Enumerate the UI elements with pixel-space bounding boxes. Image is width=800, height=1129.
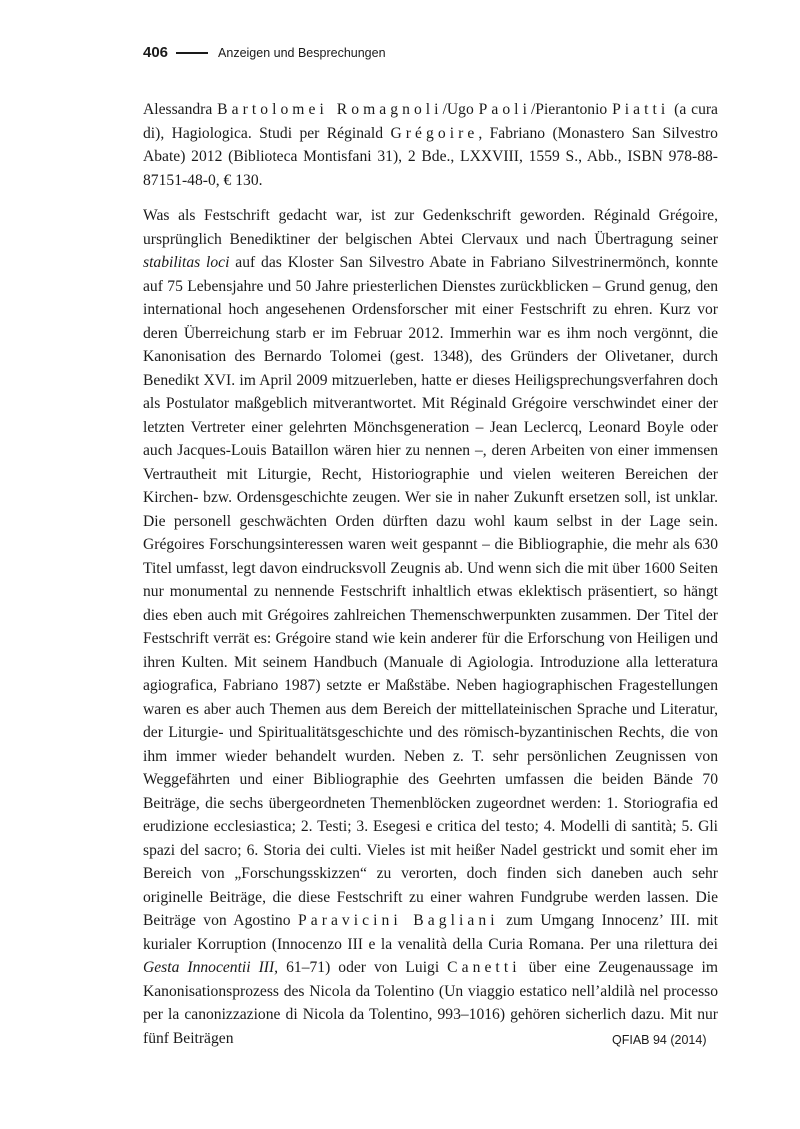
body-text-2: auf das Kloster San Silvestro Abate in Fabriano Silvestrinermönch, konnte auf 75 Lebensjahre und 50 Jahre priesterlichen Dienstes zurückblicken – Grund genug, den international hoch angesehenen Ordensforscher mit einer Festschrift zu ehren. Kurz vor deren Überreichung starb er im Februar 2012. Immerhin war es ihm noch vergönnt, die Kanonisation des Bernardo Tolomei (gest. 1348), des Gründers der Olivetaner, durch Benedikt XVI. im April 2009 mitzuerleben, hatte er dieses Heiligsprechungsverfahren doch als Postulator maßgeblich mitverantwortet. Mit Réginald Grégoire verschwindet einer der letzten Vertreter einer gelehrten Mönchsgeneration – Jean Leclercq, Leonard Boyle oder auch Jacques-Louis Bataillon wären hier zu nennen –, deren Arbeiten von einer immensen Vertrautheit mit Liturgie, Recht, Historiographie und vielen weiteren Bereichen der Kirchen- bzw. Ordensgeschichte zeugen. Wer sie in naher Zukunft ersetzen soll, ist unklar. Die personell geschwächten Orden dürften dazu wohl kaum selbst in der Lage sein. Grégoires Forschungsinteressen waren weit gespannt – die Bibliographie, die mehr als 630 Titel umfasst, legt davon eindrucksvoll Zeugnis ab. Und wenn sich die mit über 1600 Seiten nur monumental zu nennende Festschrift inhaltlich etwas eklektisch präsentiert, so hängt dies eben auch mit Grégoires zahlreichen Themenschwerpunkten zusammen. Der Titel der Festschrift verrät es: Grégoire stand wie kein anderer für die Erforschung von Heiligen und ihren Kulten. Mit seinem Handbuch (Manuale di Agiologia. Introduzione alla letteratura agiografica, Fabriano 1987) setzte er Maßstäbe. Neben hagiographischen Fragestellungen waren es aber auch Themen aus dem Bereich der mittellateinischen Sprache und Literatur, der Liturgie- und Spiritualitätsgeschichte und des römisch-byzantinischen Rechts, die von ihm immer wieder behandelt wurden. Neben z. T. sehr persönlichen Zeugnissen von Weggefährten und einer Bibliographie des Geehrten umfassen die beiden Bände 70 Beiträge, die sechs übergeordneten Themenblöcken zugeordnet werden: 1. Storiografia ed erudizione ecclesiastica; 2. Testi; 3. Esegesi e critica del testo; 4. Modelli di santità; 5. Gli spazi del sacro; 6. Storia dei culti. Vieles ist mit heißer Nadel gestrickt und somit eher im Bereich von „Forschungsskizzen“ zu verorten, doch finden sich daneben auch sehr originelle Beiträge, die diese Festschrift zu einer wahren Fundgrube werden lassen. Die Beiträge von Agostino (143, 254, 718, 929)
body-text-3: zum Umgang Innocenz’ III. mit kurialer Korruption (Innocenzo III e la venalità della Curia Romana. Per una rilettura dei (143, 912, 718, 953)
citation-text-end: , Fabriano (Monastero San Silvestro Abate) 2012 (Biblioteca Montisfani 31), 2 Bde., LXXVIII, 1559 S., Abb., ISBN 978-88-87151-48-0, € 130. (143, 124, 718, 189)
citation-honoree-family: Grégoire (390, 124, 479, 142)
body-italic-gesta: Gesta Innocentii III, (143, 959, 279, 976)
body-text-5: über eine Zeugenaussage im Kanonisationsprozess des Nicola da Tolentino (Un viaggio estatico nell’aldilà nel processo per la canonizzazione di Nicola da Tolentino, 993–1016) gehören sicherlich dazu. Mit nur fünf Beiträgen (143, 959, 719, 1047)
body-italic-stabilitas: stabilitas loci (143, 254, 230, 271)
citation-editor1-given: Alessandra (143, 101, 213, 118)
citation-sep2: /Pierantonio (530, 101, 608, 118)
journal-footer: QFIAB 94 (2014) (612, 1033, 707, 1047)
citation-editor3-family: Piatti (612, 101, 670, 118)
running-title: Anzeigen und Besprechungen (218, 45, 386, 60)
book-citation (143, 98, 718, 192)
body-author-canetti: Canetti (447, 959, 521, 976)
page-number: 406 (143, 44, 169, 61)
review-body (143, 204, 718, 1050)
body-text-4: 61–71) oder von Luigi (278, 959, 448, 976)
citation-editor2-family: Paoli (478, 101, 531, 118)
citation-editor1-family: Bartolomei Romagnoli (217, 101, 443, 118)
citation-text-mid: (a cura di), Hagiologica. Studi per Réginald (143, 101, 718, 142)
body-author-paravicini: Paravicini Bagliani (297, 912, 499, 929)
citation-sep1: /Ugo (442, 101, 474, 118)
running-header (143, 44, 386, 61)
header-rule (176, 52, 208, 54)
body-text-1: Was als Festschrift gedacht war, ist zur Gedenkschrift geworden. Réginald Grégoire, ursprünglich Benediktiner der belgischen Abtei Clervaux und nach Übertragung seiner (143, 207, 718, 248)
